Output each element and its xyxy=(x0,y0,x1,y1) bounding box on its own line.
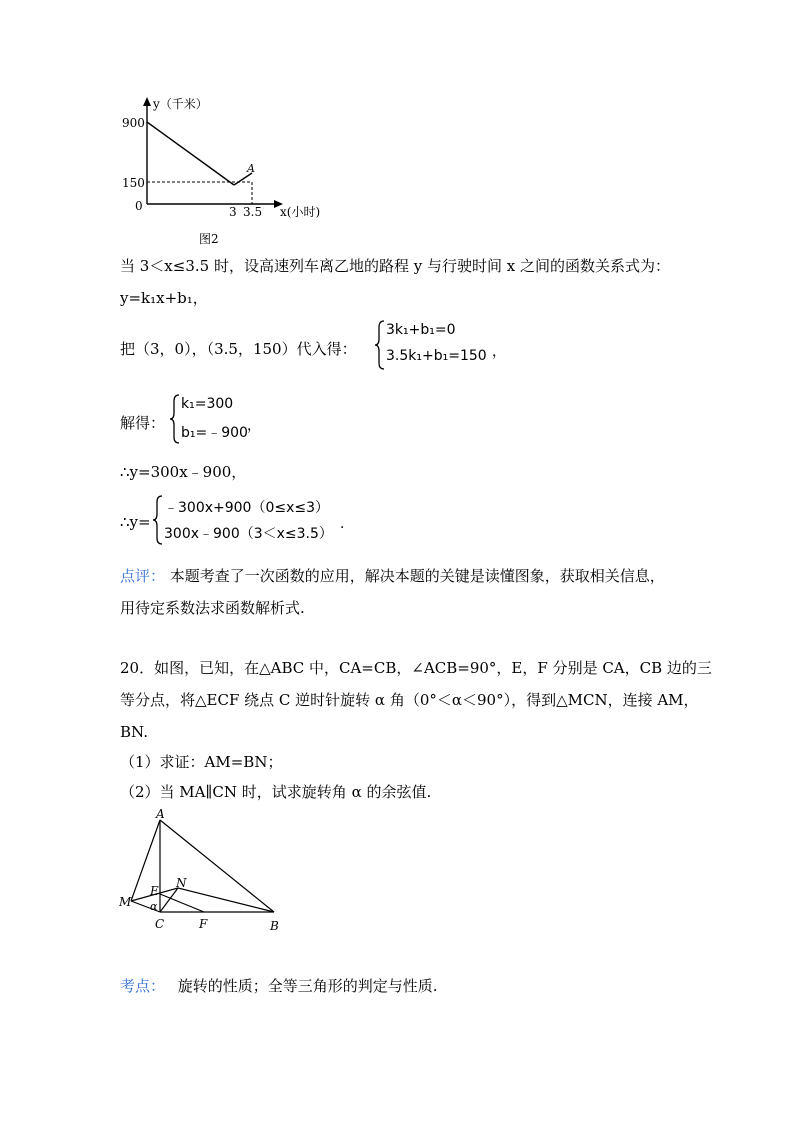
label-c: C xyxy=(155,917,165,931)
problem-20-line-1: 20．如图，已知，在△ABC 中，CA=CB，∠ACB=90°，E，F 分别是 CA，CB 边的三 xyxy=(120,659,712,677)
piecewise-function xyxy=(152,494,362,546)
label-e: E xyxy=(150,884,159,898)
comment-label: 点评： xyxy=(120,567,166,585)
left-brace xyxy=(152,494,164,546)
equation-system-1 xyxy=(374,319,504,371)
x-tick-3: 3 xyxy=(229,205,237,219)
piece-2: 300x﹣900（3＜x≤3.5） xyxy=(164,526,333,542)
piece-suffix: . xyxy=(340,516,345,532)
knowledge-label: 考点： xyxy=(120,977,166,995)
label-b: B xyxy=(270,919,279,933)
system1-suffix: ， xyxy=(492,344,506,360)
equation-system-2 xyxy=(169,393,269,445)
comment-text-2: 用待定系数法求函数解析式. xyxy=(120,599,305,617)
left-brace xyxy=(169,393,181,445)
label-f: F xyxy=(199,917,208,931)
problem-20-part-1: （1）求证：AM=BN； xyxy=(120,753,283,771)
system1-row2: 3.5k₁+b₁=150 xyxy=(386,348,487,364)
solve-text: 解得： xyxy=(120,414,166,432)
y-tick-150: 150 xyxy=(122,176,145,190)
comment-line-1 xyxy=(120,566,665,586)
x-axis-label: x(小时) xyxy=(280,205,321,219)
problem-20-line-3: BN. xyxy=(120,723,148,741)
point-a-label: A xyxy=(247,162,255,175)
problem-20-part-2: （2）当 MA∥CN 时，试求旋转角 α 的余弦值. xyxy=(120,783,432,801)
figure-2-graph xyxy=(120,92,340,252)
label-m: M xyxy=(119,895,132,909)
solution-line-1: 当 3＜x≤3.5 时，设高速列车离乙地的路程 y 与行驶时间 x 之间的函数关系式为： xyxy=(120,257,670,275)
y-tick-900: 900 xyxy=(122,116,145,130)
figure-caption: 图2 xyxy=(199,232,219,246)
label-alpha: α xyxy=(150,900,158,913)
solution-line-2: y=k₁x+b₁， xyxy=(120,289,208,307)
substitute-text: 把（3，0），（3.5，150）代入得： xyxy=(120,340,357,358)
system2-row1: k₁=300 xyxy=(181,396,234,412)
system2-row2: b₁=﹣900 xyxy=(181,425,248,441)
therefore-line-1: ∴y=300x﹣900， xyxy=(120,463,247,481)
geometry-figure xyxy=(112,808,292,940)
y-axis-arrow xyxy=(143,97,151,106)
label-a: A xyxy=(156,808,165,821)
graph-segment-descending xyxy=(147,122,234,185)
comment-text-1: 本题考查了一次函数的应用，解决本题的关键是读懂图象，获取相关信息， xyxy=(169,567,665,585)
system2-suffix: ， xyxy=(247,418,261,434)
piece-1: ﹣300x+900（0≤x≤3） xyxy=(164,500,330,516)
left-brace xyxy=(374,319,386,371)
label-n: N xyxy=(176,876,187,890)
knowledge-text: 旋转的性质；全等三角形的判定与性质. xyxy=(177,977,438,995)
x-tick-3-5: 3.5 xyxy=(243,205,263,219)
problem-20-line-2: 等分点，将△ECF 绕点 C 逆时针旋转 α 角（0°＜α＜90°），得到△MCN，连接 AM， xyxy=(120,691,699,709)
knowledge-line xyxy=(120,976,438,996)
system1-row1: 3k₁+b₁=0 xyxy=(386,322,456,338)
origin-label: 0 xyxy=(135,199,143,213)
therefore-line-2: ∴y= xyxy=(120,513,151,531)
y-axis-label: y（千米） xyxy=(153,97,208,111)
